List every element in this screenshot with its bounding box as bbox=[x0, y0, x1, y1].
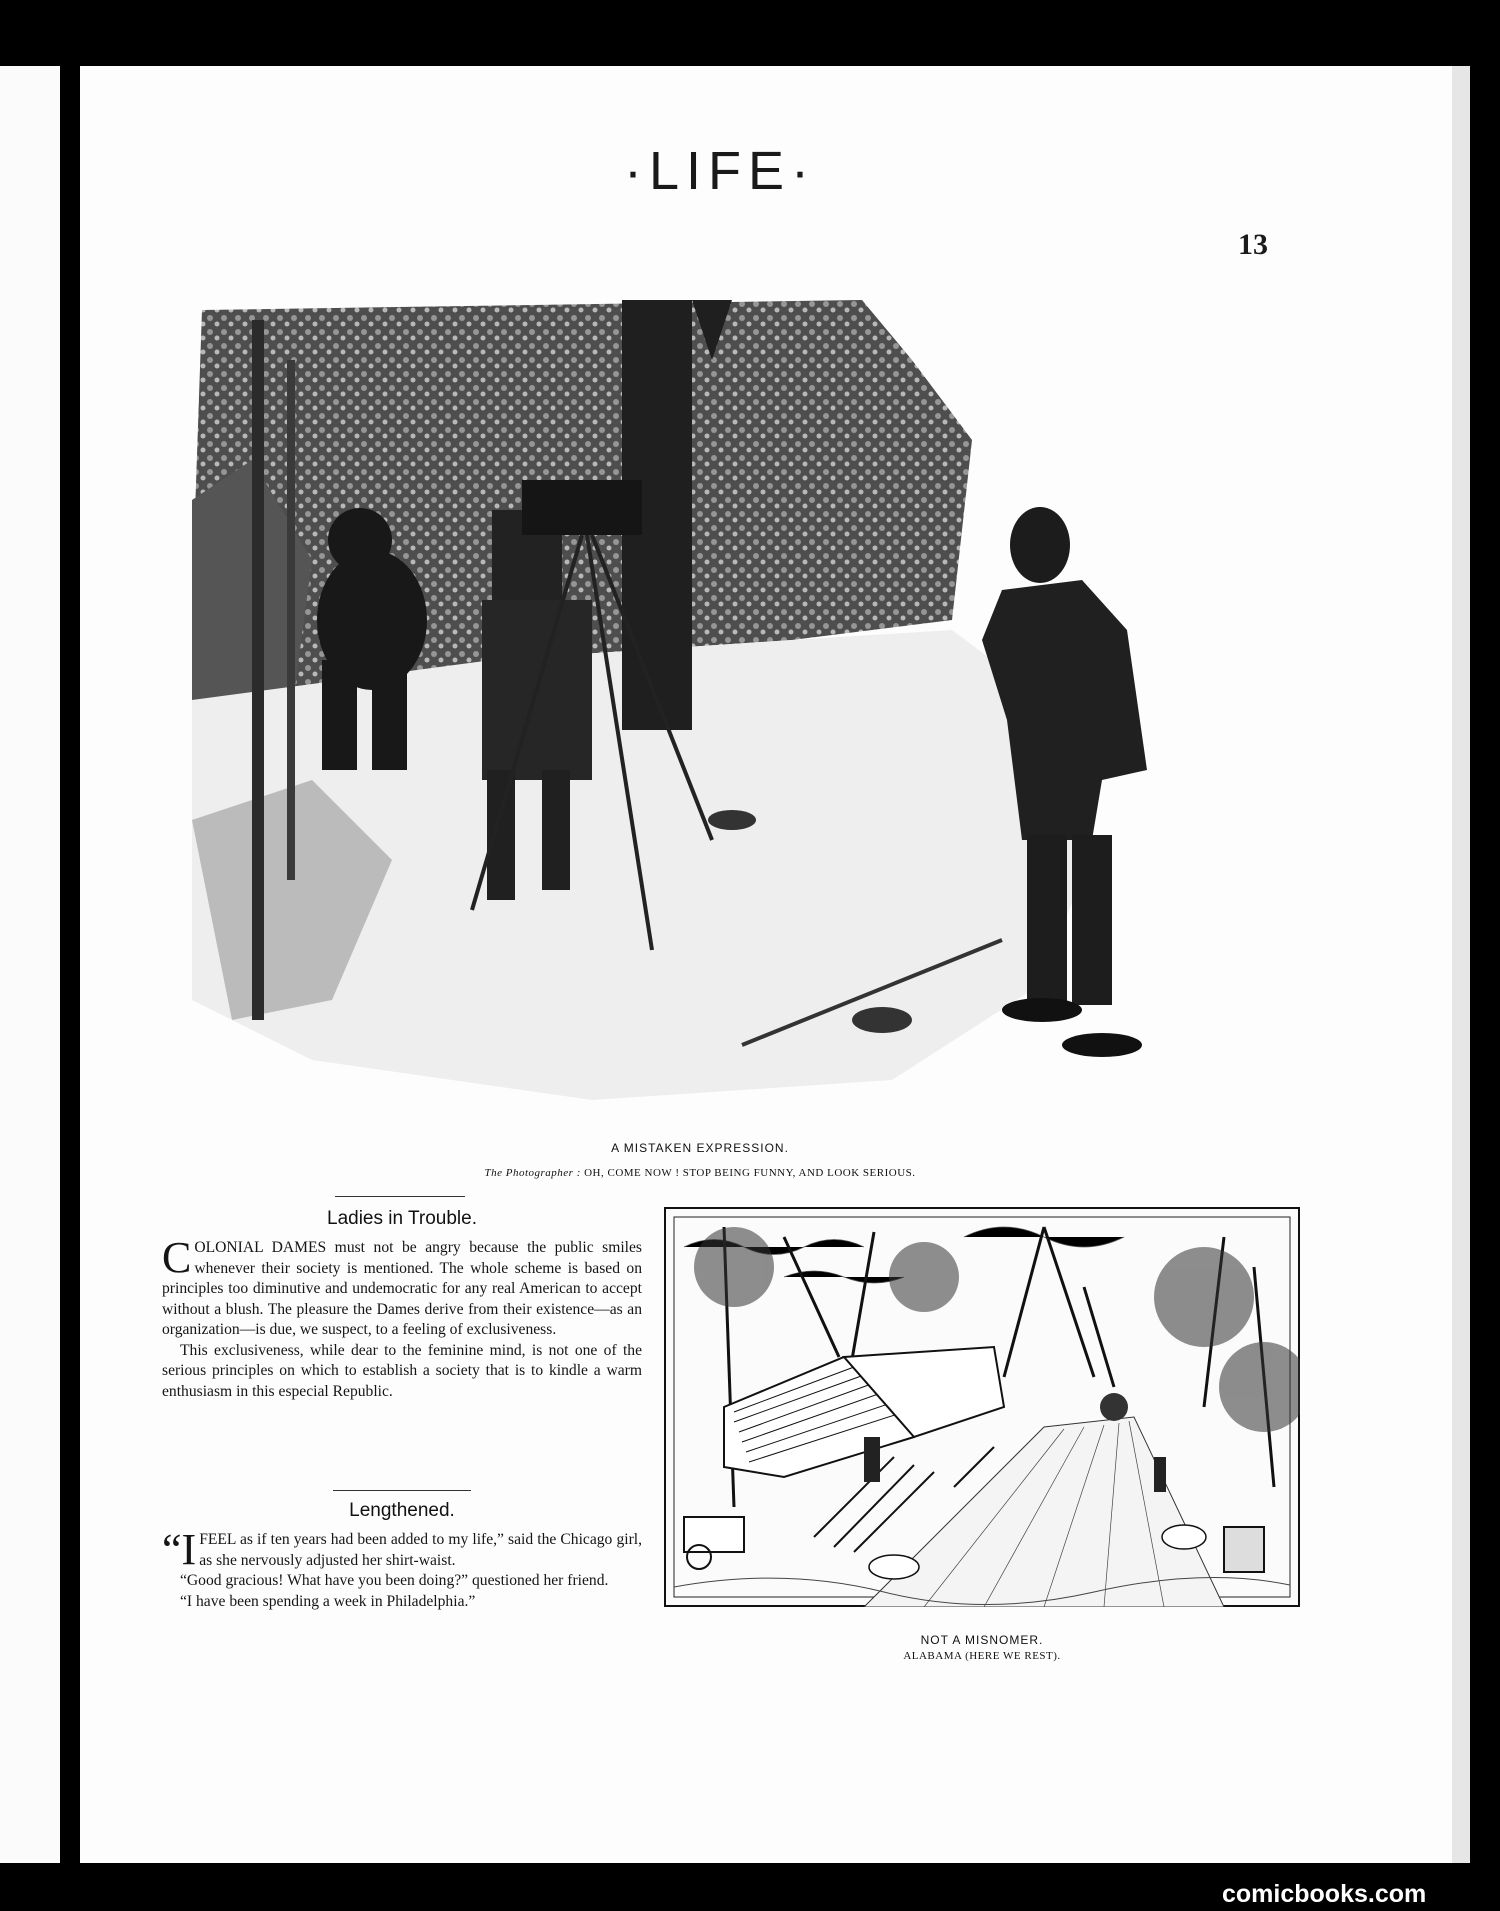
photographer-bear-illustration bbox=[192, 300, 1202, 1110]
page-number: 13 bbox=[1238, 228, 1268, 261]
article-lengthened-paragraph-1 bbox=[162, 1525, 642, 1574]
article-lengthened-paragraph-2: “Good gracious! What have you been doing?” questioned her friend. bbox=[180, 1572, 609, 1589]
article-body-ladies bbox=[162, 1233, 642, 1402]
article-body-lengthened bbox=[162, 1525, 642, 1612]
dropcap: C bbox=[162, 1233, 192, 1282]
article-heading-ladies: Ladies in Trouble. bbox=[327, 1208, 477, 1229]
top-caption-title: A MISTAKEN EXPRESSION. bbox=[611, 1141, 789, 1155]
article-ladies-paragraph-2: This exclusiveness, while dear to the feminine mind, is not one of the serious principles on which to establish a society that is to kindle a warm enthusiasm in this especial Republic. bbox=[162, 1341, 642, 1400]
top-caption-speaker: The Photographer : bbox=[484, 1167, 581, 1179]
top-caption-dialogue bbox=[360, 1167, 1040, 1179]
alabama-ruin-illustration bbox=[664, 1207, 1300, 1607]
left-page-edge bbox=[0, 66, 60, 1863]
masthead-title: ·LIFE· bbox=[623, 141, 816, 201]
divider-rule bbox=[333, 1490, 471, 1491]
top-caption-line: OH, COME NOW ! STOP BEING FUNNY, AND LOOK SERIOUS. bbox=[584, 1167, 916, 1179]
article-ladies-paragraph-1 bbox=[162, 1233, 642, 1341]
page-edge bbox=[1452, 66, 1470, 1863]
bottom-caption-title: NOT A MISNOMER. bbox=[920, 1633, 1044, 1647]
dropcap: “I bbox=[162, 1525, 197, 1574]
bottom-caption-line: ALABAMA (HERE WE REST). bbox=[903, 1650, 1061, 1662]
article-lengthened-paragraph-3: “I have been spending a week in Philadelphia.” bbox=[180, 1592, 476, 1610]
watermark: comicbooks.com bbox=[1222, 1880, 1427, 1908]
article-lengthened-text-1: FEEL as if ten years had been added to my life,” said the Chicago girl, as she nervously adjusted her shirt-waist. bbox=[199, 1531, 642, 1569]
divider-rule bbox=[335, 1196, 465, 1197]
article-heading-lengthened: Lengthened. bbox=[349, 1500, 455, 1521]
article-ladies-text-1: OLONIAL DAMES must not be angry because the public smiles whenever their society is mentioned. The whole scheme is based on principles too diminutive and undemocratic for any real American to accept without a blush. The pleasure the Dames derive from their existence—as an organization—is due, we suspect, to a feeling of exclusiveness. bbox=[162, 1239, 642, 1338]
